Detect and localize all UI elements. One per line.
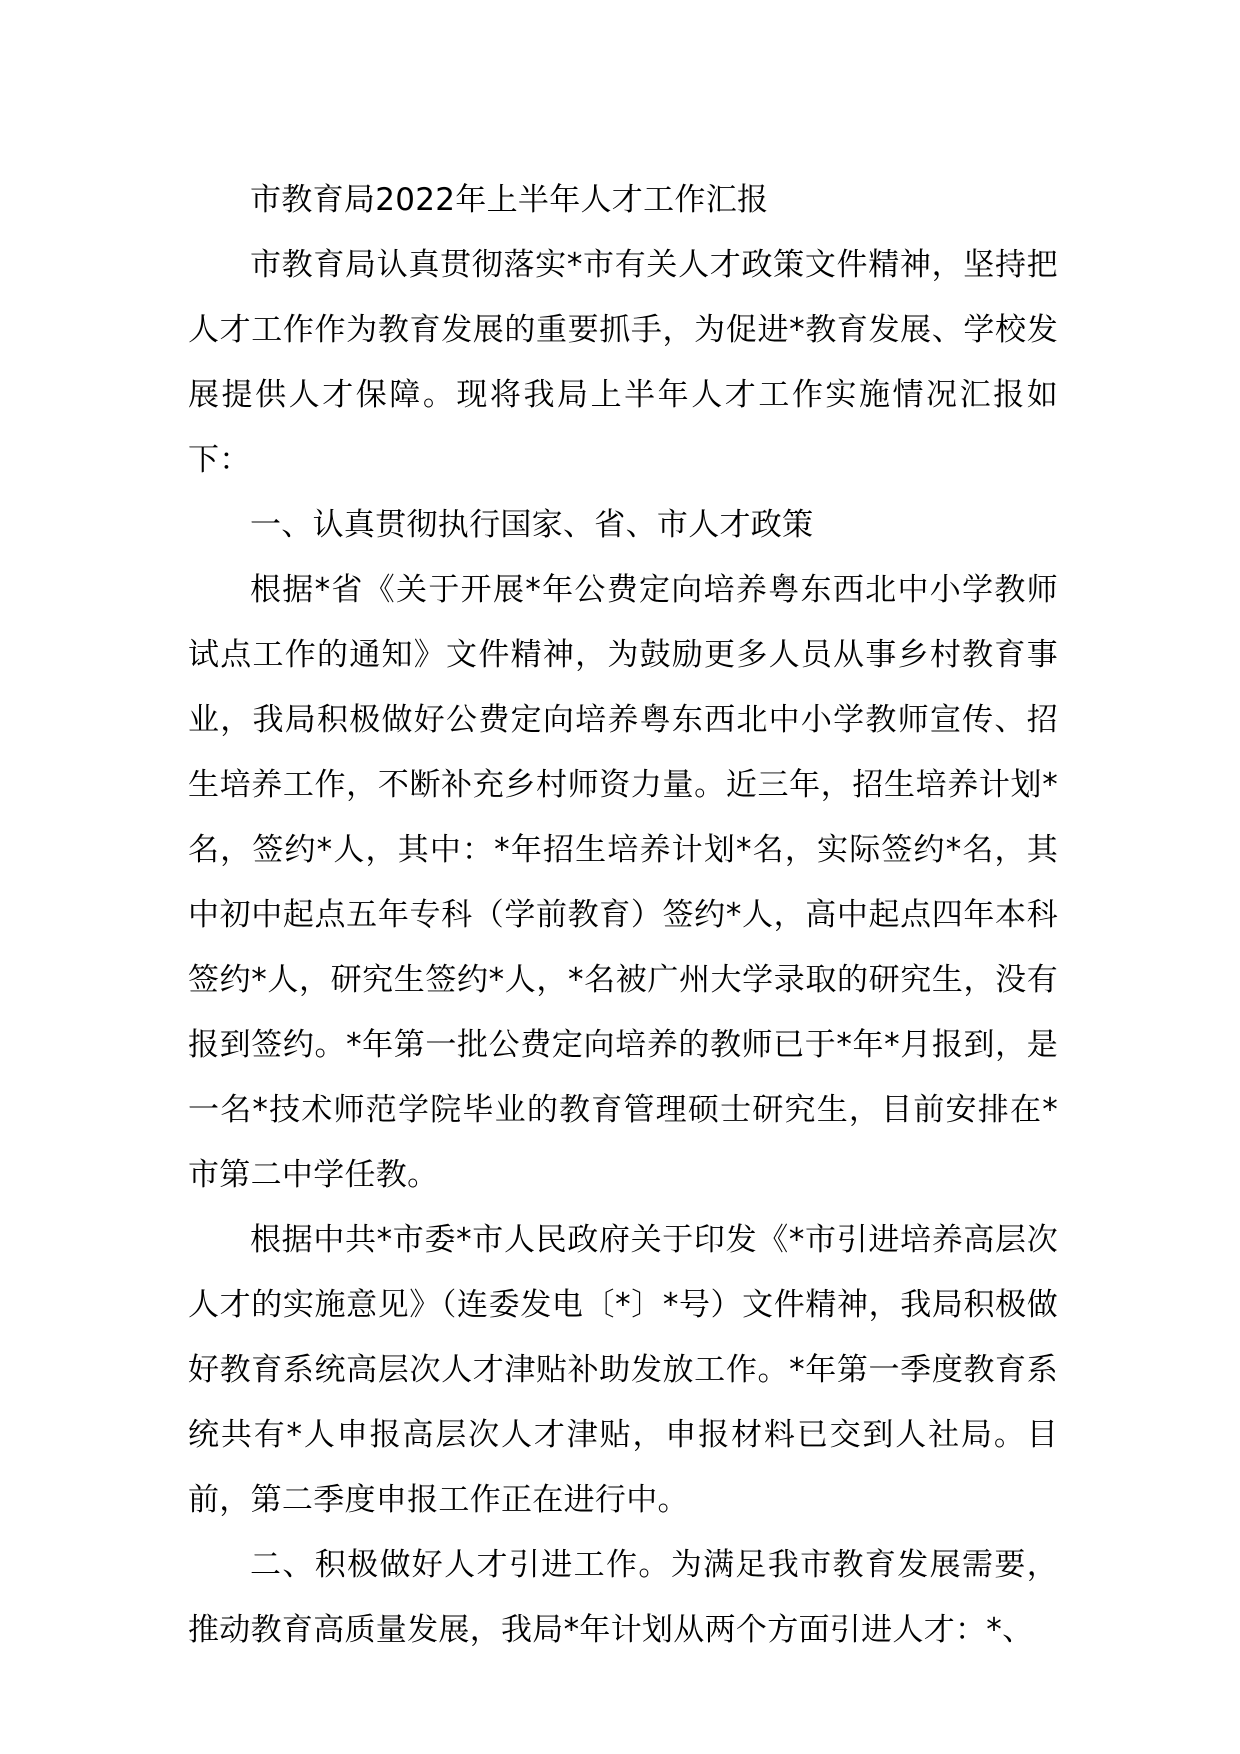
body-paragraph: 根据*省《关于开展*年公费定向培养粤东西北中小学教师试点工作的通知》文件精神，为鼓励更多人员从事乡村教育事业，我局积极做好公费定向培养粤东西北中小学教师宣传、招生培养工作，不断补充乡村师资力量。近三年，招生培养计划*名，签约*人，其中：*年招生培养计划*名，实际签约*名，其中初中起点五年专科（学前教育）签约*人，高中起点四年本科签约*人，研究生签约*人，*名被广州大学录取的研究生，没有报到签约。*年第一批公费定向培养的教师已于*年*月报到，是一名*技术师范学院毕业的教育管理硕士研究生，目前安排在*市第二中学任教。	[188, 572, 1058, 1193]
body-paragraph: 根据中共*市委*市人民政府关于印发《*市引进培养高层次人才的实施意见》（连委发电〔*〕*号）文件精神，我局积极做好教育系统高层次人才津贴补助发放工作。*年第一季度教育系统共有*人申报高层次人才津贴，申报材料已交到人社局。目前，第二季度申报工作正在进行中。	[188, 1222, 1058, 1518]
document-body	[188, 168, 1058, 1663]
document-title: 市教育局2022年上半年人才工作汇报	[250, 182, 769, 218]
intro-paragraph: 市教育局认真贯彻落实*市有关人才政策文件精神，坚持把人才工作作为教育发展的重要抓手，为促进*教育发展、学校发展提供人才保障。现将我局上半年人才工作实施情况汇报如下：	[188, 247, 1058, 478]
section-heading-2-paragraph: 二、积极做好人才引进工作。为满足我市教育发展需要，推动教育高质量发展，我局*年计划从两个方面引进人才：*、	[188, 1547, 1058, 1648]
section-heading-1: 一、认真贯彻执行国家、省、市人才政策	[250, 507, 814, 543]
